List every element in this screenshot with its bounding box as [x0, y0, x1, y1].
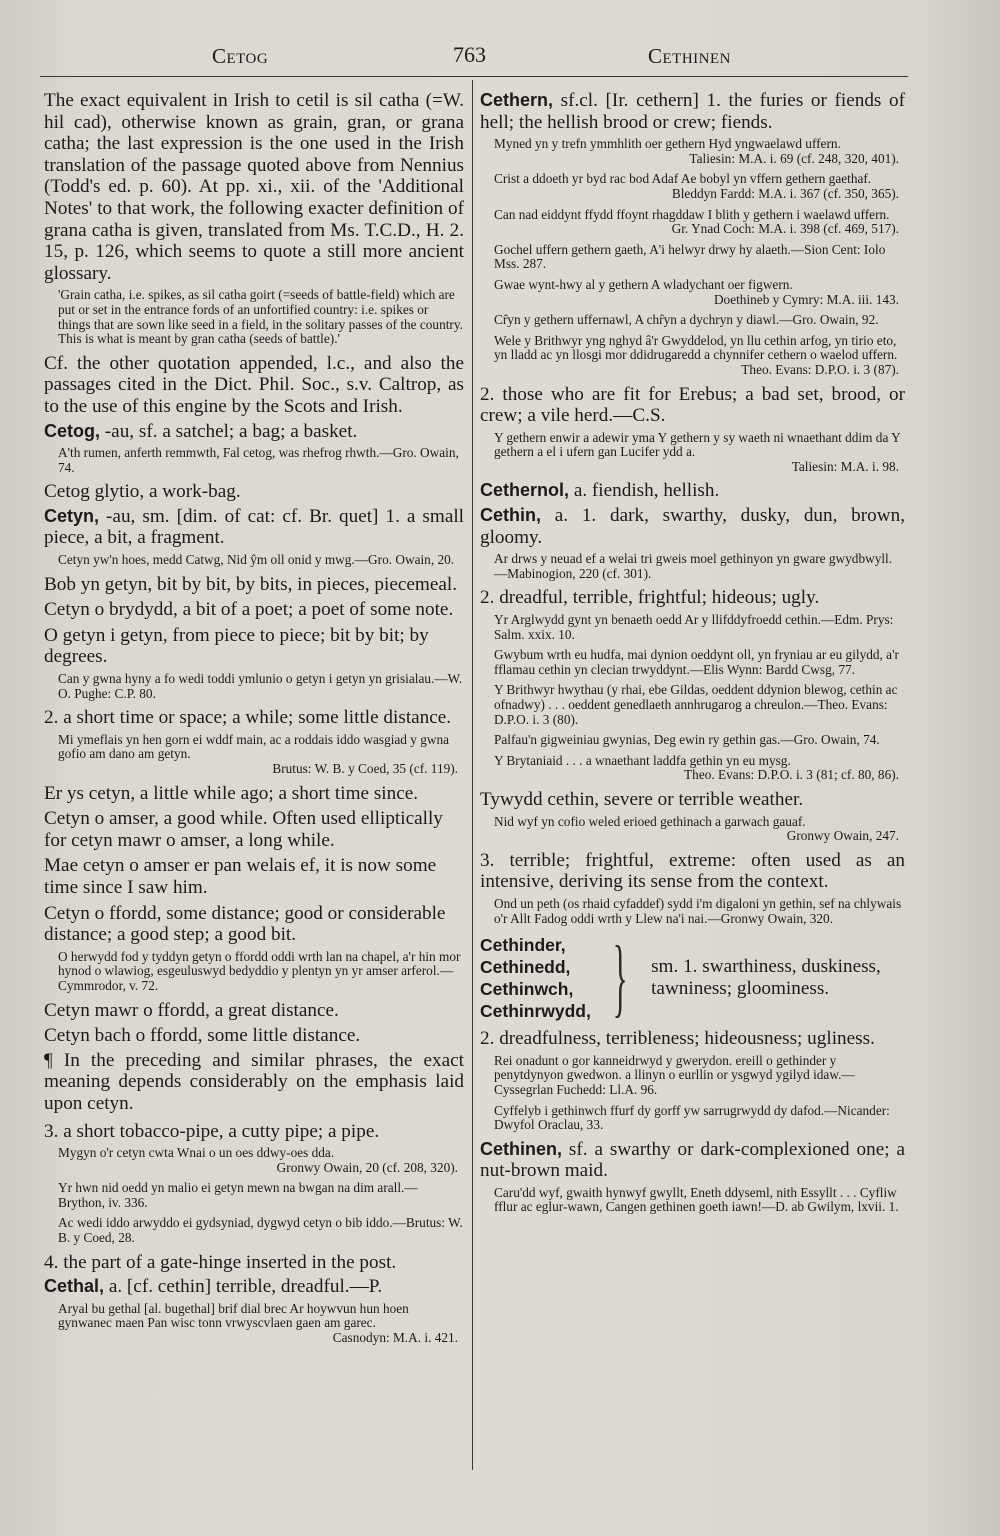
headword: Cethinder,: [480, 935, 566, 956]
quotation: [58, 1302, 464, 1346]
quotation-text: Cyffelyb i gethinwch ffurf dy gorff yw sarrugrwydd dy dafod.—Nicander: Dwyfol Oraclau, 33.: [494, 1102, 890, 1133]
quotation: [58, 1146, 464, 1175]
sense: 2. those who are fit for Erebus; a bad set, brood, or crew; a vile herd.—C.S.: [480, 383, 905, 427]
quotation-text: Ac wedi iddo arwyddo ei gydsyniad, dygwyd cetyn o bib iddo.—Brutus: W. B. y Coed, 28.: [58, 1215, 463, 1246]
headword-group: [480, 934, 591, 1022]
quotation: [494, 208, 905, 237]
quotation-text: Yr Arglwydd gynt yn benaeth oedd Ar y llifddyfroedd cethin.—Edm. Prys: Salm. xxix. 10.: [494, 612, 894, 642]
guide-word-right: Cethinen: [648, 44, 731, 68]
phrase: Mae cetyn o amser er pan welais ef, it is now some time since I saw him.: [44, 855, 437, 898]
quotation-text: Can y gwna hyny a fo wedi toddi ymlunio o getyn i getyn yn grisialau.—W. O. Pughe: C.P. 80.: [58, 671, 463, 701]
headword: Cethinrwydd,: [480, 1001, 591, 1022]
quotation-text: Gwybum wrth eu hudfa, mai dynion oeddynt oll, yn fryniau ar eu gilydd, a'r fflamau cethin yn clecian trwyddynt.—Elis Wynn: Bardd Cwsg, 77.: [494, 647, 899, 677]
headword: Cetog,: [44, 420, 100, 441]
quotation: [58, 950, 464, 994]
quotation: [494, 1054, 905, 1098]
definition: -au, sf. a satchel; a bag; a basket.: [100, 420, 358, 442]
sense: 2. dreadful, terrible, frightful; hideous; ugly.: [480, 587, 820, 609]
quotation: [58, 733, 464, 777]
quotation: [494, 613, 905, 642]
quotation-source: Taliesin: M.A. i. 69 (cf. 248, 320, 401).: [689, 150, 899, 166]
definition: -au, sm. [dim. of cat: cf. Br. quet] 1. a small piece, a bit, a fragment.: [44, 505, 464, 549]
page-number: 763: [453, 42, 486, 67]
sense: 3. a short tobacco-pipe, a cutty pipe; a pipe.: [44, 1120, 380, 1142]
quotation-source: Theo. Evans: D.P.O. i. 3 (81; cf. 80, 86).: [684, 767, 899, 783]
phrase: Tywydd cethin, severe or terrible weather.: [480, 788, 804, 810]
quotation-text: Gochel uffern gethern gaeth, A'i helwyr drwy hy alaeth.—Sion Cent: Iolo Mss. 287.: [494, 241, 886, 272]
guide-word-left: Cetog: [212, 44, 269, 68]
left-column: [44, 90, 464, 1352]
entry: [480, 480, 905, 502]
entry: [44, 1276, 464, 1298]
phrase: Cetyn bach o ffordd, some little distance.: [44, 1025, 361, 1047]
quotation-text: Ar drws y neuad ef a welai tri gweis moel gethinyon yn gware gwydbwyll.—Mabinogion, 220 (cf. 301).: [494, 551, 893, 581]
phrase: Cetog glytio, a work-bag.: [44, 481, 241, 503]
quotation-source: Theo. Evans: D.P.O. i. 3 (87).: [741, 361, 899, 377]
quotation: [58, 446, 464, 475]
quotation: [58, 288, 464, 346]
sense: 3. terrible; frightful, extreme: often used as an intensive, deriving its sense from the context.: [480, 849, 905, 893]
quotation: [494, 313, 905, 328]
entry: [44, 421, 464, 443]
definition: sm. 1. swarthiness, duskiness, tawniness; gloominess.: [651, 956, 881, 1000]
quotation-source: Bleddyn Fardd: M.A. i. 367 (cf. 350, 365).: [671, 185, 899, 201]
brace: }: [612, 929, 628, 1027]
headword: Cethern,: [480, 90, 554, 110]
definition: sf. a swarthy or dark-complexioned one; a nut-brown maid.: [480, 1138, 905, 1182]
quotation-text: Palfau'n gigweiniau gwynias, Deg ewin ry gethin gas.—Gro. Owain, 74.: [494, 732, 880, 748]
quotation: [494, 1104, 905, 1133]
headword: Cethernol,: [480, 480, 570, 501]
paragraph: The exact equivalent in Irish to cetil is sil catha (=W. hil cad), otherwise known as grain, gran, or grana catha; the last expression is the one used in the Irish translation of the passage quoted above from Nennius (Todd's ed. p. 60). At pp. xi., xii. of the 'Additional Notes' to that work, the following exacter definition of grana catha is given, translated from Ms. T.C.D., H. 2. 15, p. 126, which seems to quote a still more ancient glossary.: [44, 90, 464, 284]
headword: Cethin,: [480, 505, 541, 526]
definition: a. 1. dark, swarthy, dusky, dun, brown, gloomy.: [480, 505, 905, 548]
quotation: [58, 672, 464, 701]
quotation: [494, 431, 905, 475]
quotation-text: 'Grain catha, i.e. spikes, as sil catha goirt (=seeds of battle-field) which are put or set in the entrance fords of an unfortified country: i.e. spikes or things that are sown like seed in a field, in the solitary passes of the country. This is what is meant by gran catha (seeds of battle).': [58, 287, 463, 347]
quotation: [494, 683, 905, 727]
phrase: Er ys cetyn, a little while ago; a short time since.: [44, 782, 419, 804]
phrase: Cetyn o amser, a good while. Often used elliptically for cetyn mawr o amser, a long while.: [44, 808, 443, 851]
quotation-text: Aryal bu gethal [al. bugethal] brif dial brec Ar hoywvun hun hoen gynwanec maen Pan wisc tonn vrwyscvlaen gaen am garec.: [58, 1300, 409, 1331]
quotation-source: Casnodyn: M.A. i. 421.: [332, 1330, 458, 1346]
quotation-text: Yr hwn nid oedd yn malio ei getyn mewn na bwgan na dim arall.—Brython, iv. 336.: [58, 1180, 418, 1210]
paragraph: Cf. the other quotation appended, l.c., and also the passages cited in the Dict. Phil. Soc., s.v. Caltrop, as to the use of this engine by the Scots and Irish.: [44, 352, 464, 417]
quotation-source: Doethineb y Cymry: M.A. iii. 143.: [713, 291, 899, 307]
phrase: Cetyn o brydydd, a bit of a poet; a poet of some note.: [44, 599, 454, 621]
quotation: [494, 334, 905, 378]
quotation: [494, 733, 905, 748]
definition: a. fiendish, hellish.: [569, 480, 720, 502]
quotation-text: Y gethern enwir a adewir yma Y gethern y sy waeth ni wnaethant ddim da Y gethern a el i ufern gan Lucifer ydd a.: [494, 429, 901, 460]
phrase: O getyn i getyn, from piece to piece; bit by bit; by degrees.: [44, 624, 429, 668]
phrase: Bob yn getyn, bit by bit, by bits, in pieces, piecemeal.: [44, 573, 457, 595]
grouped-entry: [480, 929, 905, 1027]
quotation-text: Nid wyf yn cofio weled erioed gethinach a garwach gauaf.: [494, 813, 806, 829]
header-rule: [40, 76, 908, 77]
headword: Cethal,: [44, 1276, 105, 1297]
quotation: [58, 1216, 464, 1245]
quotation-text: Mi ymeflais yn hen gorn ei wddf main, ac a roddais iddo wasgiad y gwna gofio am dano am getyn.: [58, 731, 450, 762]
headword: Cethinen,: [480, 1138, 563, 1159]
right-column: [480, 90, 905, 1221]
headword: Cethinedd,: [480, 957, 571, 978]
quotation: [494, 815, 905, 844]
entry: [480, 1139, 905, 1182]
quotation: [494, 243, 905, 272]
quotation-source: Taliesin: M.A. i. 98.: [791, 458, 899, 474]
definition: sf.cl. [Ir. cethern] 1. the furies or fiends of hell; the hellish brood or crew; fiends.: [480, 90, 905, 133]
quotation-source: Gronwy Owain, 20 (cf. 208, 320).: [276, 1159, 458, 1175]
quotation-text: Myned yn y trefn ymmhlith oer gethern Hyd yngwaelawd uffern.: [494, 136, 841, 152]
quotation-source: Gronwy Owain, 247.: [786, 828, 899, 844]
quotation-text: Caru'dd wyf, gwaith hynwyf gwyllt, Eneth ddyseml, nith Essyllt . . . Cyfliw fflur ac eglur-wawn, Cangen gethinen goeth iawn!—D. ab Gwilym, lxvii. 1.: [494, 1184, 899, 1215]
quotation-text: O herwydd fod y tyddyn getyn o ffordd oddi wrth lan na chapel, a'r hin mor hynod o wlawiog, esgeuluswyd bedyddio y plentyn yn yr amser arferol.—Cymmrodor, v. 72.: [58, 948, 461, 993]
quotation: [494, 172, 905, 201]
quotation-source: Brutus: W. B. y Coed, 35 (cf. 119).: [272, 761, 458, 776]
entry: [480, 90, 905, 133]
quotation-source: Gr. Ynad Coch: M.A. i. 398 (cf. 469, 517).: [671, 221, 899, 237]
quotation-text: Cr̂yn y gethern uffernawl, A chr̂yn a dychryn y diawl.—Gro. Owain, 92.: [494, 312, 879, 328]
quotation-text: Mygyn o'r cetyn cwta Wnai o un oes ddwy-oes dda.: [58, 1145, 335, 1161]
quotation-text: Ond un peth (os rhaid cyfaddef) sydd i'm digaloni yn gethin, sef na chlywais o'r Allt Fadog oddi wrth y Llew na'i nai.—Gronwy Owain, 320.: [494, 895, 902, 926]
headword: Cethinwch,: [480, 979, 574, 1000]
sense: 2. dreadfulness, terribleness; hideousness; ugliness.: [480, 1028, 875, 1050]
quotation: [494, 754, 905, 783]
quotation: [494, 648, 905, 677]
quotation-text: Cetyn yw'n hoes, medd Catwg, Nid ŷm oll onid y mwg.—Gro. Owain, 20.: [58, 552, 455, 568]
quotation: [494, 137, 905, 166]
quotation-text: Y Brytaniaid . . . a wnaethant laddfa gethin yn eu mysg.: [494, 752, 791, 768]
entry: [480, 505, 905, 548]
quotation-text: Rei onadunt o gor kanneidrwyd y gwerydon. ereill o gethinder y penytdynyon gwedwon. a llinyn o eurllin or ysgwyd ygilyd idaw.—Cyssegrlan Fuchedd: Ll.A. 96.: [494, 1052, 855, 1097]
quotation: [58, 553, 464, 568]
running-header: [0, 40, 1000, 74]
phrase: Cetyn o ffordd, some distance; good or considerable distance; a good step; a good bit.: [44, 902, 446, 946]
quotation-text: Can nad eiddynt ffydd ffoynt rhagddaw I blith y gethern i waelawd uffern.: [494, 206, 890, 222]
quotation: [494, 1186, 905, 1215]
phrase: Cetyn mawr o ffordd, a great distance.: [44, 999, 339, 1021]
quotation-text: Y Brithwyr hwythau (y rhai, ebe Gildas, oeddent ddynion blewog, cethin ac ofnadwy) . . . oeddent genedlaeth annhrugarog a chreulon.—Theo. Evans: D.P.O. i. 3 (80).: [494, 682, 898, 727]
quotation-text: A'th rumen, anferth remmwth, Fal cetog, was rhefrog rhwth.—Gro. Owain, 74.: [58, 445, 459, 475]
definition: a. [cf. cethin] terrible, dreadful.—P.: [104, 1276, 383, 1298]
entry: [44, 506, 464, 549]
quotation: [58, 1181, 464, 1210]
quotation: [494, 552, 905, 581]
paragraph: ¶ In the preceding and similar phrases, the exact meaning depends considerably on the emphasis laid upon cetyn.: [44, 1049, 464, 1114]
sense: 2. a short time or space; a while; some little distance.: [44, 707, 452, 729]
column-divider: [472, 80, 473, 1470]
sense: 4. the part of a gate-hinge inserted in the post.: [44, 1251, 397, 1273]
headword: Cetyn,: [44, 505, 100, 526]
quotation: [494, 278, 905, 307]
quotation-text: Wele y Brithwyr yng nghyd â'r Gwyddelod, yn llu cethin arfog, yn tirio eto, yn lladd ac yn llosgi mor ddidrugaredd a chynnifer cethern o waelod uffern.: [494, 332, 898, 363]
quotation: [494, 897, 905, 926]
quotation-text: Gwae wynt-hwy al y gethern A wladychant oer figwern.: [494, 276, 793, 292]
quotation-text: Crist a ddoeth yr byd rac bod Adaf Ae bobyl yn vffern gethern gaethaf.: [494, 171, 872, 187]
